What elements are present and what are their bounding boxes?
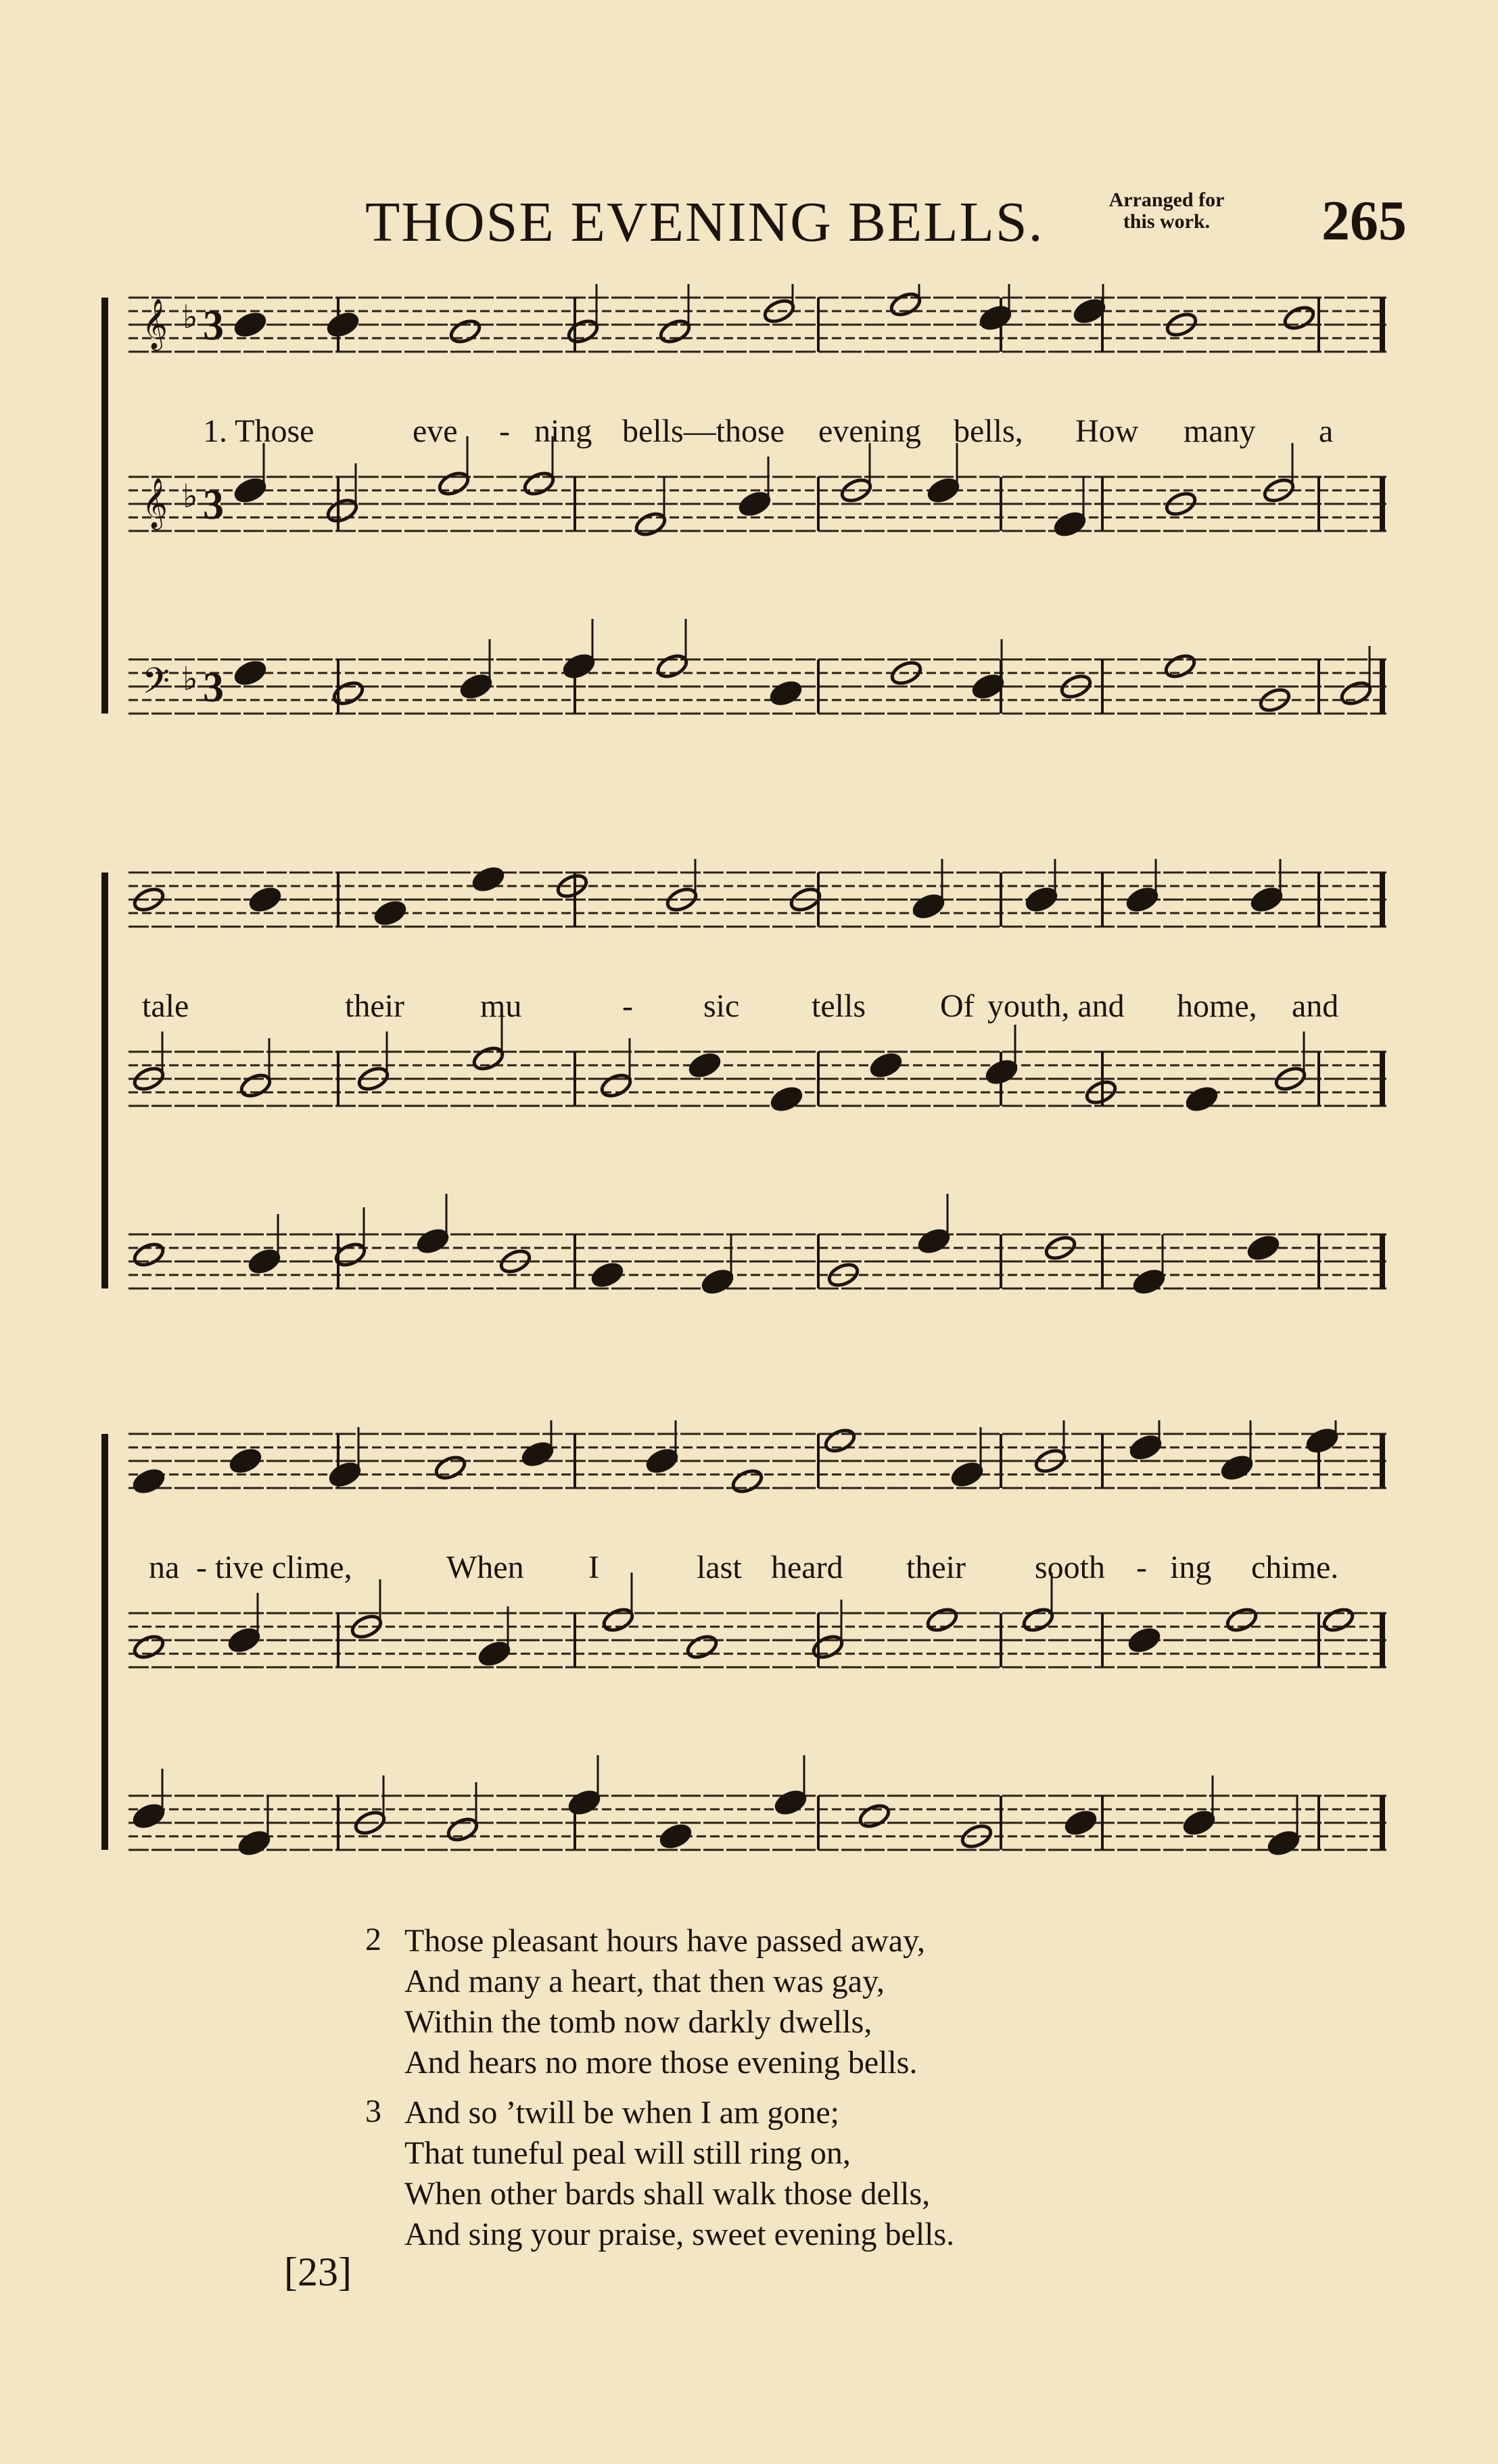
final-bar	[1380, 1613, 1385, 1667]
note-head	[889, 290, 923, 319]
final-bar	[1380, 659, 1385, 714]
lyric-syllable: 1. Those	[203, 413, 314, 449]
note-head	[1258, 686, 1292, 714]
note-head	[925, 1606, 960, 1634]
note-head	[590, 1261, 625, 1289]
note-head	[1282, 304, 1317, 332]
lyric-syllable: sic	[703, 988, 740, 1024]
note-head	[328, 1460, 362, 1489]
final-bar	[1380, 1796, 1385, 1850]
lyric-syllable: youth, and	[987, 988, 1125, 1024]
note-head	[248, 1247, 282, 1276]
flat-sign-icon: ♭	[183, 298, 198, 336]
lyric-syllable: ing	[1170, 1550, 1212, 1585]
music-system-2	[101, 859, 1400, 1332]
lyric-syllable: -	[499, 413, 510, 449]
clef-icon: 𝄞	[142, 478, 168, 528]
note-head	[1185, 1085, 1219, 1113]
note-head	[769, 679, 803, 707]
note-head	[471, 1044, 506, 1073]
note-head	[326, 310, 360, 339]
note-head	[701, 1268, 735, 1296]
note-head	[522, 469, 557, 498]
note-head	[1127, 1626, 1162, 1654]
note-head	[1064, 1809, 1098, 1837]
note-head	[471, 865, 506, 893]
note-head	[555, 872, 590, 900]
note-head	[823, 1426, 858, 1455]
lyric-syllable: and	[1292, 988, 1339, 1024]
system-bracket	[101, 1434, 108, 1850]
note-head	[1021, 1606, 1056, 1634]
note-head	[521, 1440, 555, 1468]
lyric-syllable: eve	[413, 413, 458, 449]
verse-line: That tuneful peal will still ring on,	[404, 2135, 851, 2171]
note-head	[685, 1633, 720, 1661]
lyric-syllable: sooth	[1035, 1550, 1106, 1585]
note-head	[912, 892, 946, 921]
note-head	[1044, 1234, 1078, 1262]
note-head	[1250, 885, 1284, 914]
verse-line: And so ’twill be when I am gone;	[404, 2095, 840, 2131]
lyric-syllable: When	[446, 1550, 524, 1585]
note-head	[233, 659, 268, 687]
note-head	[1339, 679, 1374, 707]
page-number: 265	[1321, 189, 1407, 252]
note-head	[1132, 1268, 1167, 1296]
lyric-syllable: Of	[940, 988, 975, 1024]
note-head	[927, 476, 961, 505]
note-head	[1182, 1809, 1217, 1837]
note-head	[448, 317, 483, 346]
note-head	[738, 490, 772, 518]
note-head	[325, 496, 360, 525]
note-head	[858, 1802, 892, 1830]
arranged-line-1: Arranged for	[1108, 189, 1225, 211]
lyric-syllable: their	[345, 988, 404, 1024]
music-system-3	[101, 1420, 1400, 1894]
lyric-syllable: I	[588, 1550, 599, 1585]
note-head	[239, 1071, 273, 1100]
lyric-syllable: mu	[480, 988, 522, 1024]
verse-line: And many a heart, that then was gay,	[404, 1963, 885, 1999]
lyric-syllable: -	[622, 988, 633, 1024]
verse-number: 2	[365, 1922, 381, 1957]
staff-notation-1	[101, 284, 1400, 758]
note-head	[655, 652, 690, 680]
note-head	[826, 1261, 861, 1289]
time-signature: 3	[203, 482, 224, 528]
final-bar	[1380, 298, 1385, 352]
note-head	[1246, 1234, 1281, 1262]
verse-line: When other bards shall walk those dells,	[404, 2176, 931, 2212]
hymn-title: THOSE EVENING BELLS.	[365, 191, 1044, 254]
note-head	[233, 310, 268, 339]
note-head	[1025, 885, 1059, 914]
note-head	[1125, 885, 1160, 914]
signature-mark: [23]	[284, 2250, 352, 2294]
lyric-syllable: many	[1184, 413, 1256, 449]
note-head	[562, 652, 596, 680]
note-head	[1321, 1606, 1356, 1634]
note-head	[567, 1788, 602, 1817]
final-bar	[1380, 873, 1385, 927]
note-head	[1225, 1606, 1259, 1634]
note-head	[869, 1051, 904, 1079]
page-header	[365, 183, 1407, 257]
note-head	[730, 1467, 765, 1495]
note-head	[437, 469, 471, 498]
lyric-syllable: evening	[818, 413, 921, 449]
final-bar	[1380, 1234, 1385, 1288]
flat-sign-icon: ♭	[183, 660, 198, 698]
note-head	[599, 1071, 634, 1100]
system-bracket	[101, 298, 108, 714]
note-head	[839, 476, 874, 505]
staff-notation-2	[101, 859, 1400, 1332]
verse-2	[365, 1921, 1177, 2083]
note-head	[477, 1640, 512, 1668]
note-head	[132, 1467, 166, 1495]
note-head	[227, 1626, 262, 1654]
lyric-syllable: -	[1136, 1550, 1147, 1585]
clef-icon: 𝄞	[142, 299, 168, 349]
note-head	[774, 1788, 808, 1817]
lyric-syllable: - tive clime,	[196, 1550, 352, 1585]
lyric-syllable: bells,	[954, 413, 1023, 449]
note-head	[645, 1447, 680, 1475]
note-head	[1129, 1433, 1163, 1462]
note-head	[1053, 510, 1087, 538]
additional-verses	[365, 1921, 1177, 2264]
note-head	[434, 1454, 468, 1482]
note-head	[658, 317, 693, 346]
flat-sign-icon: ♭	[183, 478, 198, 515]
note-head	[1305, 1426, 1340, 1455]
note-head	[601, 1606, 636, 1634]
verse-number: 3	[365, 2093, 381, 2129]
note-head	[248, 885, 283, 914]
verse-line: Within the tomb now darkly dwells,	[404, 2004, 872, 2040]
arranged-note	[1082, 189, 1251, 233]
arranged-line-2: this work.	[1123, 210, 1211, 233]
note-head	[373, 899, 408, 927]
lyric-syllable: their	[906, 1550, 966, 1585]
lyric-syllable: How	[1075, 413, 1139, 449]
note-head	[446, 1815, 480, 1844]
note-head	[659, 1822, 693, 1851]
lyric-syllable: home,	[1177, 988, 1257, 1024]
time-signature: 3	[203, 665, 224, 711]
lyric-syllable: a	[1319, 413, 1334, 449]
music-system-1	[101, 284, 1400, 758]
staff-notation-3	[101, 1420, 1400, 1894]
final-bar	[1380, 1052, 1385, 1106]
verse-line: And sing your praise, sweet evening bells.	[404, 2216, 955, 2252]
note-head	[917, 1227, 952, 1255]
note-head	[985, 1058, 1019, 1086]
note-head	[566, 317, 601, 346]
note-head	[950, 1460, 985, 1489]
clef-icon: 𝄢	[142, 661, 170, 711]
lyric-syllable: bells—those	[622, 413, 785, 449]
note-head	[459, 672, 494, 701]
note-head	[770, 1085, 804, 1113]
lyric-syllable: chime.	[1251, 1550, 1339, 1585]
note-head	[132, 1240, 166, 1269]
note-head	[132, 1633, 166, 1661]
note-head	[1267, 1829, 1301, 1857]
note-head	[634, 510, 668, 538]
lyric-syllable: heard	[771, 1550, 843, 1585]
note-head	[229, 1447, 263, 1475]
verse-3	[365, 2093, 1177, 2255]
note-head	[416, 1227, 450, 1255]
note-head	[1220, 1454, 1255, 1482]
lyric-syllable: tells	[812, 988, 866, 1024]
verse-line: Those pleasant hours have passed away,	[404, 1923, 925, 1959]
lyric-syllable: ning	[534, 413, 592, 449]
lyric-syllable: na	[149, 1550, 180, 1585]
note-head	[331, 679, 366, 707]
note-head	[688, 1051, 722, 1079]
note-head	[811, 1633, 845, 1661]
note-head	[979, 304, 1013, 332]
lyric-syllable: tale	[142, 988, 189, 1024]
verse-line: And hears no more those evening bells.	[404, 2045, 918, 2081]
system-bracket	[101, 873, 108, 1288]
final-bar	[1380, 477, 1385, 531]
lyric-syllable: last	[697, 1550, 742, 1585]
note-head	[233, 476, 268, 505]
note-head	[132, 1802, 166, 1830]
note-head	[1163, 652, 1198, 680]
time-signature: 3	[203, 303, 224, 349]
final-bar	[1380, 1434, 1385, 1488]
note-head	[237, 1829, 272, 1857]
